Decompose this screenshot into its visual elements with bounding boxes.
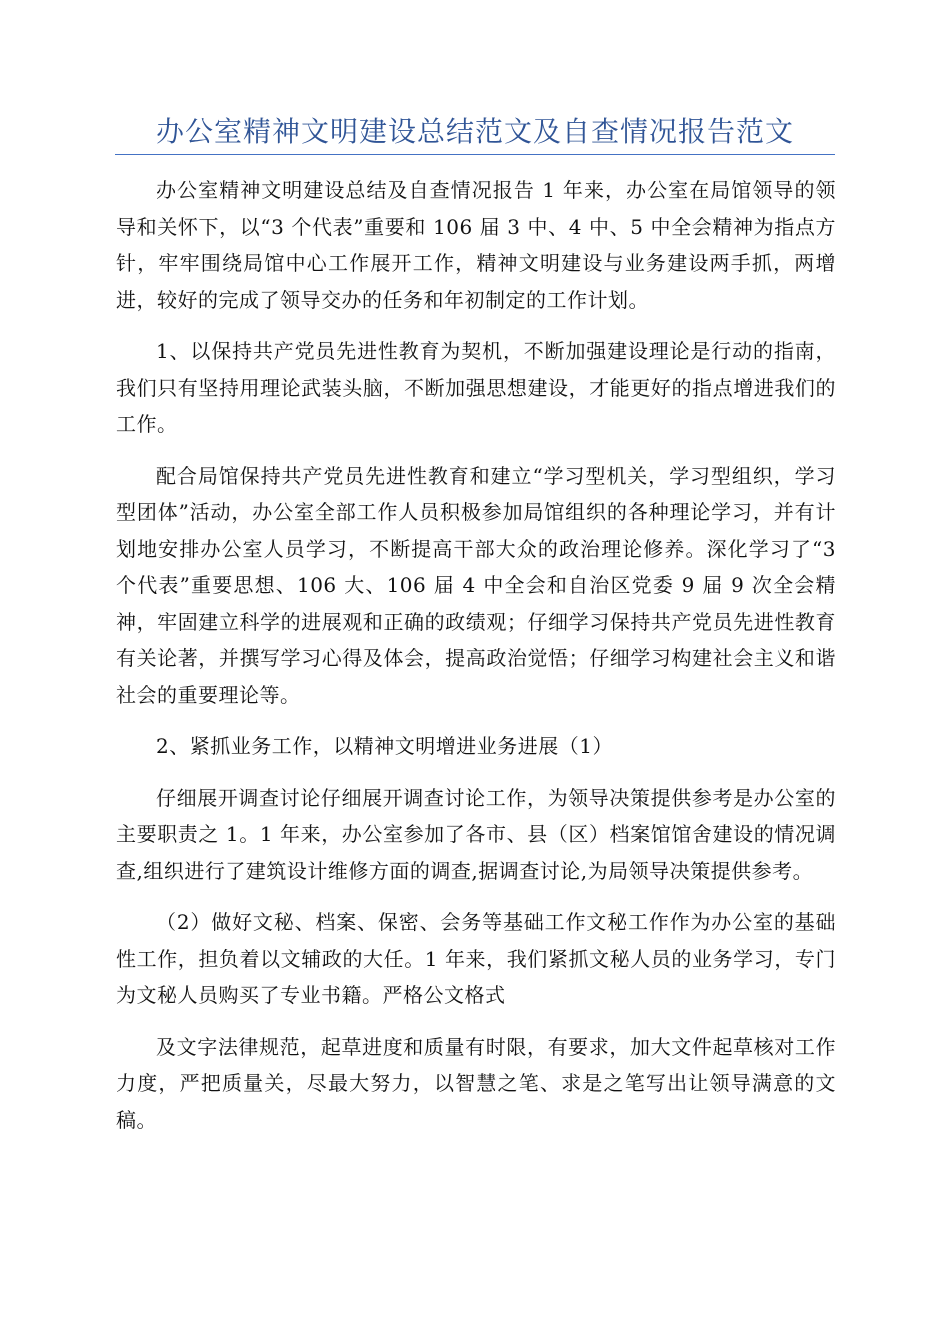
paragraph-research: 仔细展开调查讨论仔细展开调查讨论工作，为领导决策提供参考是办公室的主要职责之 1。1 年来，办公室参加了各市、县（区）档案馆馆舍建设的情况调查,组织进行了建筑设计维修方面的调查,据调查讨论,为局领导决策提供参考。 <box>116 785 836 883</box>
paragraph-section-2: 2、紧抓业务工作，以精神文明增进业务进展（1） <box>156 734 613 758</box>
document-title: 办公室精神文明建设总结范文及自查情况报告范文 <box>155 115 794 148</box>
paragraph-standards: 及文字法律规范，起草进度和质量有时限，有要求，加大文件起草核对工作力度，严把质量关，尽最大努力，以智慧之笔、求是之笔写出让领导满意的文稿。 <box>116 1034 836 1132</box>
paragraph-intro: 办公室精神文明建设总结及自查情况报告 1 年来，办公室在局馆领导的领导和关怀下，以“3 个代表”重要和 106 届 3 中、4 中、5 中全会精神为指点方针，牢牢围绕局馆中心工作展开工作，精神文明建设与业务建设两手抓，两增进，较好的完成了领导交办的任务和年初制定的工作计划。 <box>116 178 836 312</box>
paragraph-study: 配合局馆保持共产党员先进性教育和建立“学习型机关，学习型组织，学习型团体”活动，办公室全部工作人员积极参加局馆组织的各种理论学习，并有计划地安排办公室人员学习，不断提高干部大众的政治理论修养。深化学习了“3 个代表”重要思想、106 大、106 届 4 中全会和自治区党委 9 届 9 次全会精神，牢固建立科学的进展观和正确的政绩观；仔细学习保持共产党员先进性教育有关论著，并撰写学习心得及体会，提高政治觉悟；仔细学习构建社会主义和谐社会的重要理论等。 <box>116 463 836 707</box>
document-body <box>116 172 836 1153</box>
paragraph-section-1: 1、以保持共产党员先进性教育为契机，不断加强建设理论是行动的指南，我们只有坚持用理论武装头脑，不断加强思想建设，才能更好的指点增进我们的工作。 <box>116 339 836 436</box>
paragraph-secretarial: （2）做好文秘、档案、保密、会务等基础工作文秘工作作为办公室的基础性工作，担负着以文辅政的大任。1 年来，我们紧抓文秘人员的业务学习，专门为文秘人员购买了专业书籍。严格公文格式 <box>116 910 836 1007</box>
title-underline <box>115 154 835 155</box>
